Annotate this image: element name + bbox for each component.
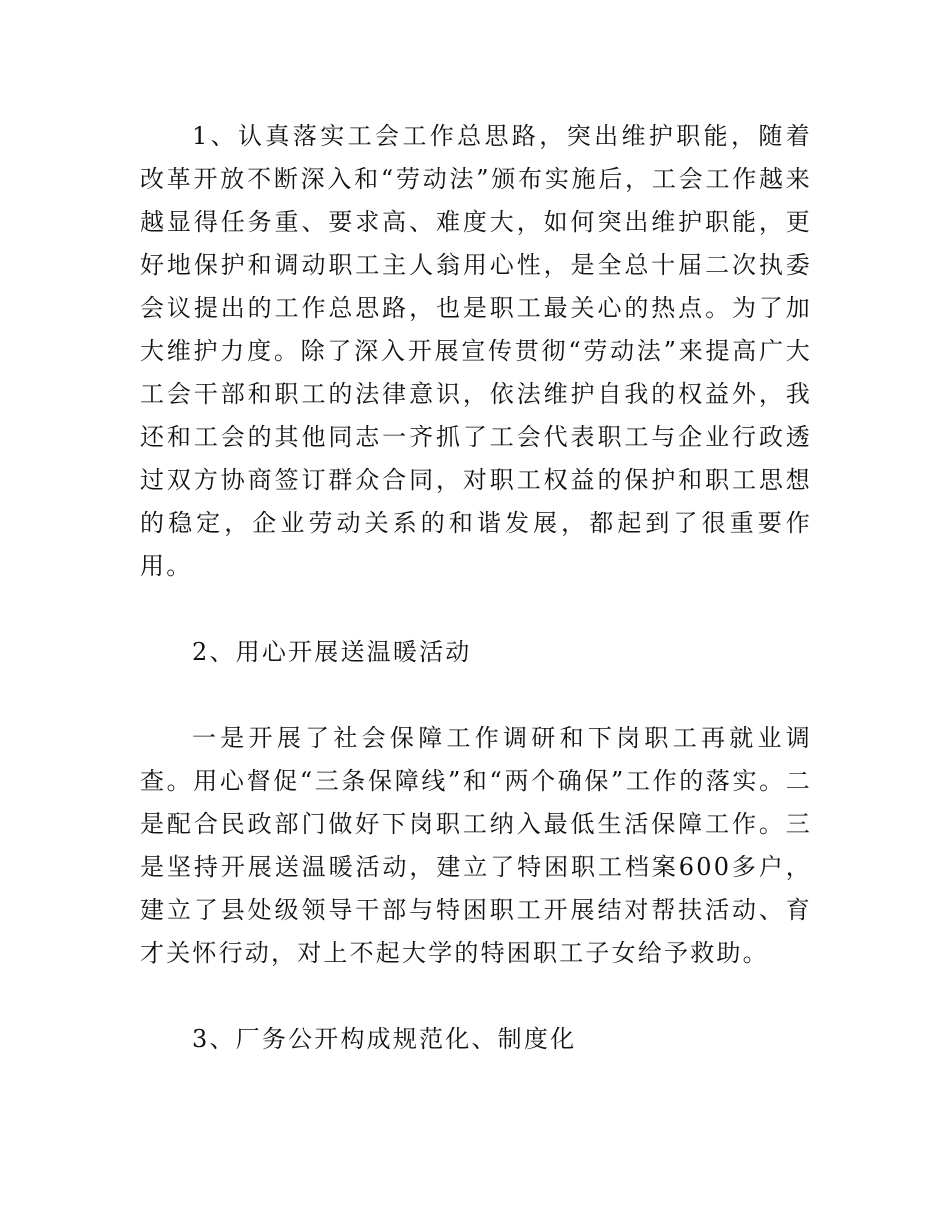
- paragraph-spacer: [140, 975, 812, 1018]
- paragraph-social-security-work: 一是开展了社会保障工作调研和下岗职工再就业调查。用心督促“三条保障线”和“两个确保”工作的落实。二是配合民政部门做好下岗职工纳入最低生活保障工作。三是坚持开展送温暖活动，建立了特困职工档案600多户，建立了县处级领导干部与特困职工开展结对帮扶活动、育才关怀行动，对上不起大学的特困职工子女给予救助。: [140, 724, 812, 967]
- paragraph-spacer: [140, 588, 812, 631]
- document-body: [140, 115, 812, 1061]
- paragraph-spacer: [140, 674, 812, 717]
- section-heading-factory-affairs: 3、厂务公开构成规范化、制度化: [192, 1025, 577, 1053]
- section-heading-warmth-activities: 2、用心开展送温暖活动: [192, 638, 472, 666]
- paragraph-union-work-approach: 1、认真落实工会工作总思路，突出维护职能，随着改革开放不断深入和“劳动法”颁布实施后，工会工作越来越显得任务重、要求高、难度大，如何突出维护职能，更好地保护和调动职工主人翁用心性，是全总十届二次执委会议提出的工作总思路，也是职工最关心的热点。为了加大维护力度。除了深入开展宣传贯彻“劳动法”来提高广大工会干部和职工的法律意识，依法维护自我的权益外，我还和工会的其他同志一齐抓了工会代表职工与企业行政透过双方协商签订群众合同，对职工权益的保护和职工思想的稳定，企业劳动关系的和谐发展，都起到了很重要作用。: [140, 122, 812, 580]
